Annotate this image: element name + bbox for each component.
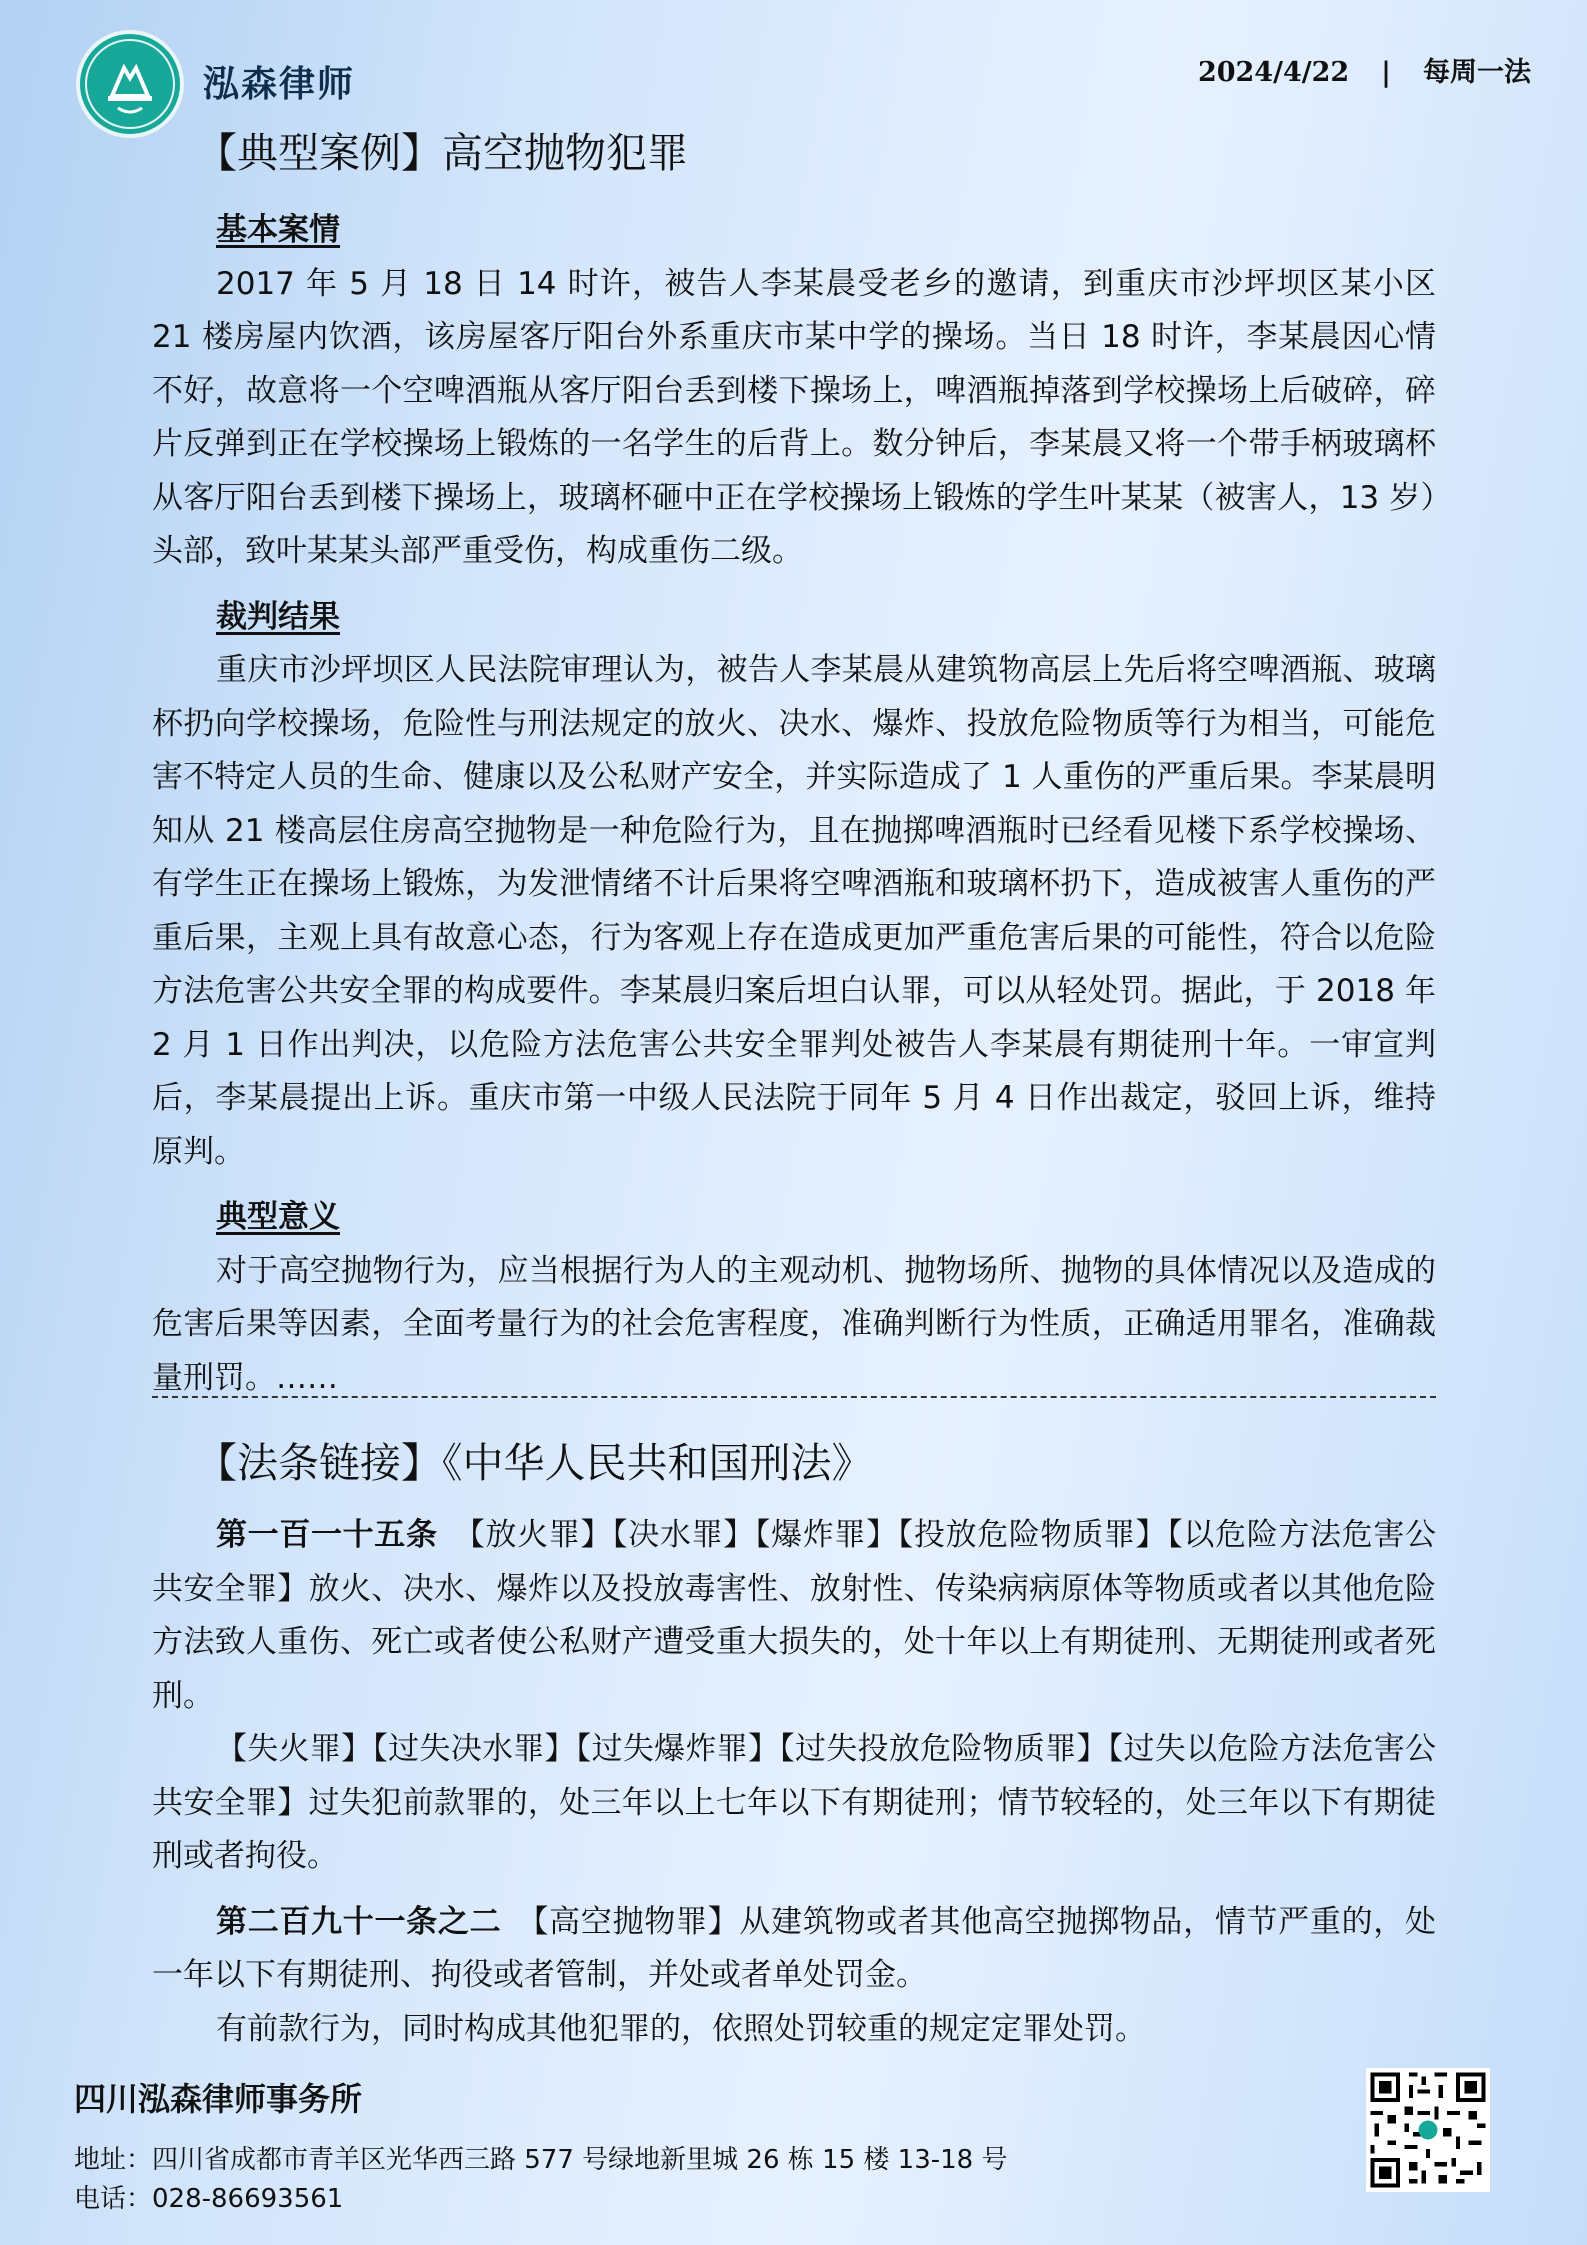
series-name: 每周一法 [1423,57,1531,88]
footer-address: 地址：四川省成都市青羊区光华西三路 577 号绿地新里城 26 栋 15 楼 13-18 号 [74,2145,1008,2175]
significance-heading: 典型意义 [216,1199,340,1235]
header-separator: | [1381,57,1391,88]
article-115-paragraph-2: 【失火罪】【过失决水罪】【过失爆炸罪】【过失投放危险物质罪】【过失以危险方法危害公共安全罪】过失犯前款罪的，处三年以上七年以下有期徒刑；情节较轻的，处三年以下有期徒刑或者拘役。 [152,1731,1436,1874]
judgment-paragraph: 重庆市沙坪坝区人民法院审理认为，被告人李某晨从建筑物高层上先后将空啤酒瓶、玻璃杯扔向学校操场，危险性与刑法规定的放火、决水、爆炸、投放危险物质等行为相当，可能危害不特定人员的生命、健康以及公私财产安全，并实际造成了 1 人重伤的严重后果。李某晨明知从 21 楼高层住房高空抛物是一种危险行为，且在抛掷啤酒瓶时已经看见楼下系学校操场、有学生正在操场上锻炼，为发泄情绪不计后果将空啤酒瓶和玻璃杯扔下，造成被害人重伤的严重后果，主观上具有故意心态，行为客观上存在造成更加严重危害后果的可能性，符合以危险方法危害公共安全罪的构成要件。李某晨归案后坦白认罪，可以从轻处罚。据此，于 2018 年 2 月 1 日作出判决，以危险方法危害公共安全罪判处被告人李某晨有期徒刑十年。一审宣判后，李某晨提出上诉。重庆市第一中级人民法院于同年 5 月 4 日作出裁定，驳回上诉，维持原判。 [152,652,1436,1170]
case-body [152,204,1436,1405]
facts-heading: 基本案情 [216,212,340,248]
firm-brand-mark: 泓森律师 [203,64,356,105]
facts-paragraph: 2017 年 5 月 18 日 14 时许，被告人李某晨受老乡的邀请，到重庆市沙坪坝区某小区 21 楼房屋内饮酒，该房屋客厅阳台外系重庆市某中学的操场。当日 18 时许，李某晨因心情不好，故意将一个空啤酒瓶从客厅阳台丢到楼下操场上，啤酒瓶掉落到学校操场上后破碎，碎片反弹到正在学校操场上锻炼的一名学生的后背上。数分钟后，李某晨又将一个带手柄玻璃杯从客厅阳台丢到楼下操场上，玻璃杯砸中正在学校操场上锻炼的学生叶某某（被害人，13 岁）头部，致叶某某头部严重受伤，构成重伤二级。 [152,265,1436,569]
article-115-text-1: 【放火罪】【决水罪】【爆炸罪】【投放危险物质罪】【以危险方法危害公共安全罪】放火、决水、爆炸以及投放毒害性、放射性、传染病病原体等物质或者以其他危险方法致人重伤、死亡或者使公私财产遭受重大损失的，处十年以上有期徒刑、无期徒刑或者死刑。 [152,1517,1437,1714]
article-115-label: 第一百一十五条 [216,1517,438,1553]
law-section-title: 【法条链接】《中华人民共和国刑法》 [196,1439,873,1487]
footer-phone: 电话：028-86693561 [74,2184,344,2214]
law-body [152,1509,1436,2056]
article-291-label: 第二百九十一条之二 [216,1903,502,1940]
footer-firm-name: 四川泓森律师事务所 [74,2080,363,2118]
article-291-paragraph-1 [152,1896,1436,2003]
issue-header [1198,50,1531,89]
case-section-title: 【典型案例】高空抛物犯罪 [196,129,688,177]
firm-seal-logo-icon [80,34,180,134]
judgment-heading: 裁判结果 [216,598,340,635]
article-291-paragraph-2: 有前款行为，同时构成其他犯罪的，依照处罚较重的规定定罪处罚。 [216,2010,1146,2047]
article-115-paragraph-1 [152,1509,1436,1723]
qr-code[interactable] [1366,2068,1490,2192]
firm-seal-logo [76,30,184,138]
qr-code-icon [1366,2068,1490,2192]
section-divider [152,1396,1436,1398]
issue-date: 2024/4/22 [1197,57,1350,88]
article-291-text-1: 【高空抛物罪】从建筑物或者其他高空抛掷物品，情节严重的，处一年以下有期徒刑、拘役或者管制，并处或者单处罚金。 [152,1903,1437,1993]
significance-paragraph: 对于高空抛物行为，应当根据行为人的主观动机、抛物场所、抛物的具体情况以及造成的危害后果等因素，全面考量行为的社会危害程度，准确判断行为性质，正确适用罪名，准确裁量刑罚。…… [152,1252,1436,1396]
